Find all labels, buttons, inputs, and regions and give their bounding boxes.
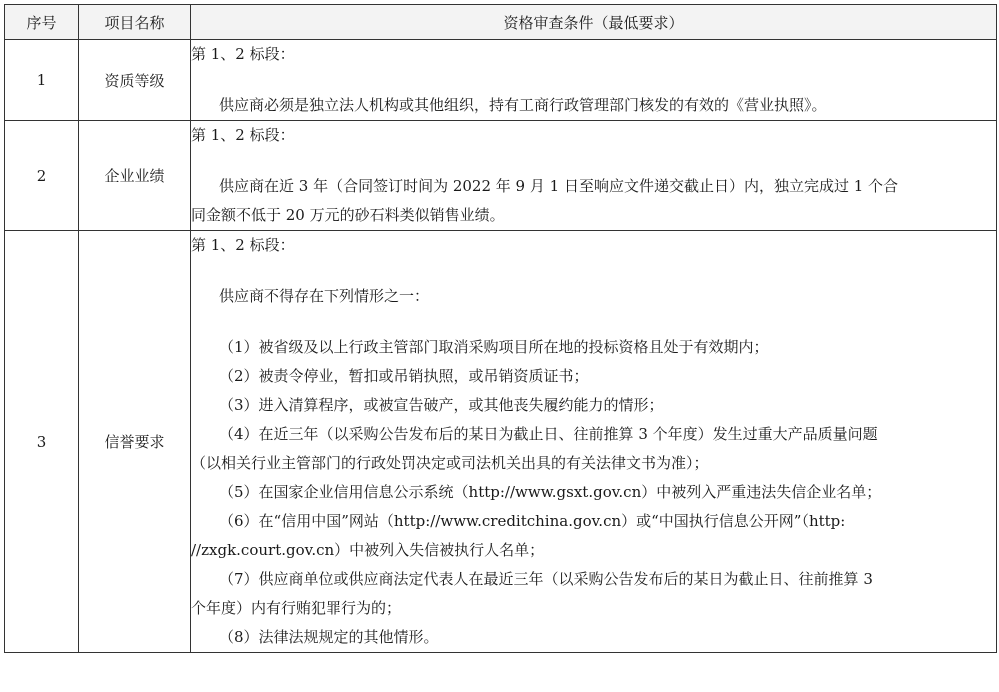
condition-item-continued: （以相关行业主管部门的行政处罚决定或司法机关出具的有关法律文书为准）； <box>191 454 709 472</box>
condition-item: （1）被省级及以上行政主管部门取消采购项目所在地的投标资格且处于有效期内； <box>219 338 769 356</box>
condition-item: （6）在“信用中国”网站（http://www.creditchina.gov.cn）或“中国执行信息公开网”（http: <box>219 512 846 530</box>
row-item-name: 资质等级 <box>79 40 191 121</box>
condition-text: 供应商必须是独立法人机构或其他组织，持有工商行政管理部门核发的有效的《营业执照》。 <box>219 96 827 114</box>
lot-label: 第 1、2 标段： <box>191 126 295 144</box>
condition-text: 同金额不低于 20 万元的砂石料类似销售业绩。 <box>191 206 505 224</box>
row-serial-no: 3 <box>5 231 79 653</box>
table-row <box>5 40 997 121</box>
condition-item: （2）被责令停业，暂扣或吊销执照，或吊销资质证书； <box>219 367 589 385</box>
qualification-table <box>4 4 997 653</box>
condition-item: （7）供应商单位或供应商法定代表人在最近三年（以采购公告发布后的某日为截止日、往前推算 3 <box>219 570 873 588</box>
condition-intro: 供应商不得存在下列情形之一： <box>219 287 430 305</box>
condition-item-continued: //zxgk.court.gov.cn）中被列入失信被执行人名单； <box>191 541 545 559</box>
row-item-name: 信誉要求 <box>79 231 191 653</box>
condition-item: （8）法律法规规定的其他情形。 <box>219 628 439 646</box>
header-item-name: 项目名称 <box>79 5 191 40</box>
lot-label: 第 1、2 标段： <box>191 236 295 254</box>
header-serial-no: 序号 <box>5 5 79 40</box>
row-serial-no: 1 <box>5 40 79 121</box>
row-serial-no: 2 <box>5 121 79 231</box>
table-row <box>5 121 997 231</box>
lot-label: 第 1、2 标段： <box>191 45 295 63</box>
table-header-row <box>5 5 997 40</box>
condition-text: 供应商在近 3 年（合同签订时间为 2022 年 9 月 1 日至响应文件递交截止日）内，独立完成过 1 个合 <box>219 177 899 195</box>
header-conditions: 资格审查条件（最低要求） <box>191 5 997 40</box>
row-conditions <box>191 40 997 121</box>
condition-item: （3）进入清算程序，或被宣告破产，或其他丧失履约能力的情形； <box>219 396 664 414</box>
table-row <box>5 231 997 653</box>
condition-item: （4）在近三年（以采购公告发布后的某日为截止日、往前推算 3 个年度）发生过重大产品质量问题 <box>219 425 878 443</box>
row-conditions <box>191 231 997 653</box>
condition-item: （5）在国家企业信用信息公示系统（http://www.gsxt.gov.cn）中被列入严重违法失信企业名单； <box>219 483 882 501</box>
row-conditions <box>191 121 997 231</box>
condition-item-continued: 个年度）内有行贿犯罪行为的； <box>191 599 402 617</box>
row-item-name: 企业业绩 <box>79 121 191 231</box>
